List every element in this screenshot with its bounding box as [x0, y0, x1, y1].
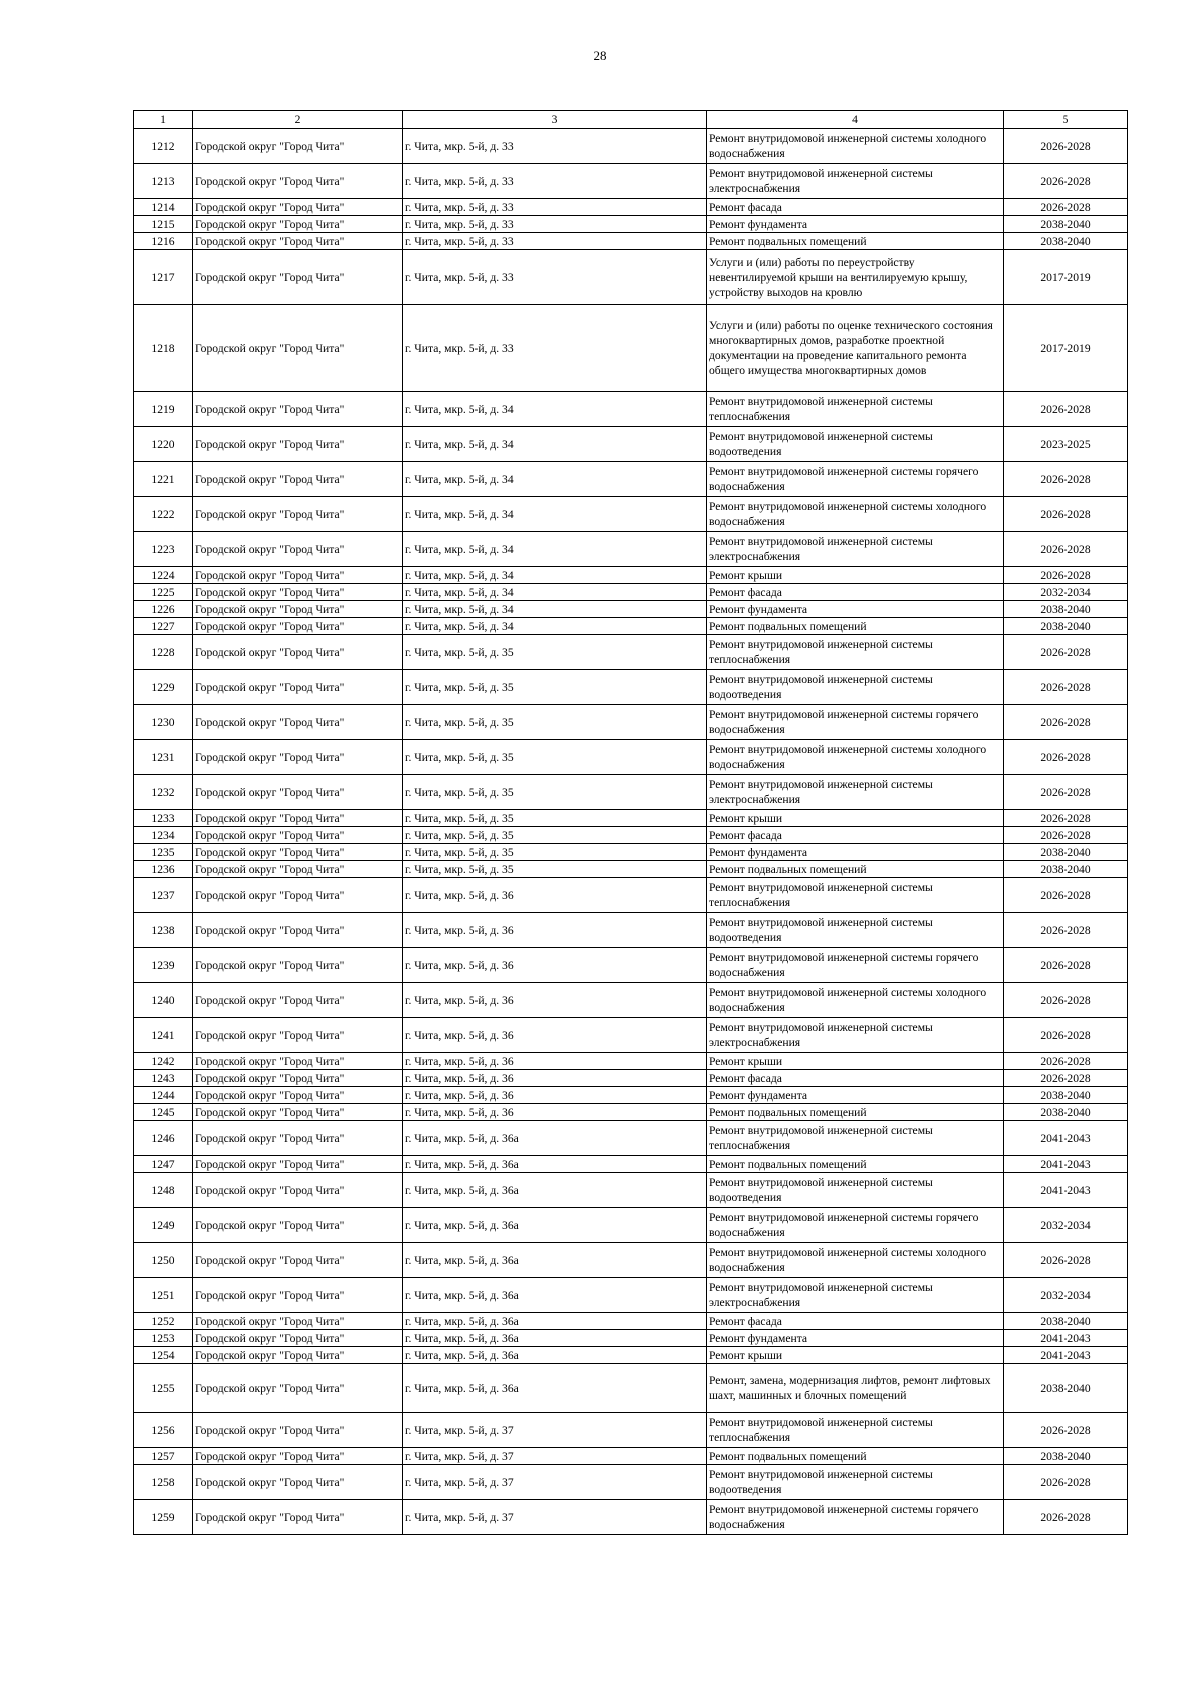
- period-cell: 2026-2028: [1004, 1500, 1128, 1535]
- table-row: [134, 1448, 1128, 1465]
- table-row: [134, 618, 1128, 635]
- work-type-cell: Ремонт внутридомовой инженерной системы холодного водоснабжения: [707, 497, 1004, 532]
- column-header: 3: [403, 111, 707, 129]
- table-row: [134, 1278, 1128, 1313]
- period-cell: 2038-2040: [1004, 1448, 1128, 1465]
- address-cell: г. Чита, мкр. 5-й, д. 36а: [403, 1156, 707, 1173]
- table-row: [134, 567, 1128, 584]
- municipality-cell: Городской округ "Город Чита": [193, 601, 403, 618]
- municipality-cell: Городской округ "Город Чита": [193, 827, 403, 844]
- municipality-cell: Городской округ "Город Чита": [193, 740, 403, 775]
- address-cell: г. Чита, мкр. 5-й, д. 34: [403, 584, 707, 601]
- municipality-cell: Городской округ "Город Чита": [193, 1070, 403, 1087]
- address-cell: г. Чита, мкр. 5-й, д. 35: [403, 810, 707, 827]
- municipality-cell: Городской округ "Город Чита": [193, 1500, 403, 1535]
- table-row: [134, 584, 1128, 601]
- work-type-cell: Ремонт фундамента: [707, 216, 1004, 233]
- work-type-cell: Ремонт внутридомовой инженерной системы теплоснабжения: [707, 878, 1004, 913]
- address-cell: г. Чита, мкр. 5-й, д. 36а: [403, 1313, 707, 1330]
- work-type-cell: Ремонт внутридомовой инженерной системы водоотведения: [707, 427, 1004, 462]
- period-cell: 2026-2028: [1004, 705, 1128, 740]
- municipality-cell: Городской округ "Город Чита": [193, 1347, 403, 1364]
- municipality-cell: Городской округ "Город Чита": [193, 216, 403, 233]
- address-cell: г. Чита, мкр. 5-й, д. 35: [403, 775, 707, 810]
- address-cell: г. Чита, мкр. 5-й, д. 33: [403, 233, 707, 250]
- municipality-cell: Городской округ "Город Чита": [193, 705, 403, 740]
- row-number-cell: 1227: [134, 618, 193, 635]
- period-cell: 2026-2028: [1004, 775, 1128, 810]
- work-type-cell: Ремонт внутридомовой инженерной системы теплоснабжения: [707, 392, 1004, 427]
- period-cell: 2038-2040: [1004, 618, 1128, 635]
- row-number-cell: 1240: [134, 983, 193, 1018]
- row-number-cell: 1218: [134, 305, 193, 392]
- work-type-cell: Ремонт внутридомовой инженерной системы электроснабжения: [707, 775, 1004, 810]
- period-cell: 2026-2028: [1004, 567, 1128, 584]
- period-cell: 2026-2028: [1004, 1243, 1128, 1278]
- municipality-cell: Городской округ "Город Чита": [193, 462, 403, 497]
- address-cell: г. Чита, мкр. 5-й, д. 37: [403, 1413, 707, 1448]
- table-row: [134, 462, 1128, 497]
- work-type-cell: Ремонт подвальных помещений: [707, 233, 1004, 250]
- period-cell: 2026-2028: [1004, 827, 1128, 844]
- municipality-cell: Городской округ "Город Чита": [193, 670, 403, 705]
- work-type-cell: Ремонт внутридомовой инженерной системы холодного водоснабжения: [707, 983, 1004, 1018]
- municipality-cell: Городской округ "Город Чита": [193, 1173, 403, 1208]
- municipality-cell: Городской округ "Город Чита": [193, 618, 403, 635]
- period-cell: 2041-2043: [1004, 1173, 1128, 1208]
- address-cell: г. Чита, мкр. 5-й, д. 34: [403, 601, 707, 618]
- row-number-cell: 1253: [134, 1330, 193, 1347]
- table-row: [134, 635, 1128, 670]
- work-type-cell: Ремонт фундамента: [707, 1330, 1004, 1347]
- period-cell: 2026-2028: [1004, 810, 1128, 827]
- municipality-cell: Городской округ "Город Чита": [193, 1087, 403, 1104]
- row-number-cell: 1217: [134, 250, 193, 305]
- municipality-cell: Городской округ "Город Чита": [193, 305, 403, 392]
- address-cell: г. Чита, мкр. 5-й, д. 33: [403, 305, 707, 392]
- row-number-cell: 1248: [134, 1173, 193, 1208]
- row-number-cell: 1258: [134, 1465, 193, 1500]
- municipality-cell: Городской округ "Город Чита": [193, 1121, 403, 1156]
- table-row: [134, 233, 1128, 250]
- address-cell: г. Чита, мкр. 5-й, д. 34: [403, 462, 707, 497]
- municipality-cell: Городской округ "Город Чита": [193, 233, 403, 250]
- work-type-cell: Ремонт подвальных помещений: [707, 861, 1004, 878]
- row-number-cell: 1243: [134, 1070, 193, 1087]
- row-number-cell: 1233: [134, 810, 193, 827]
- row-number-cell: 1255: [134, 1364, 193, 1413]
- municipality-cell: Городской округ "Город Чита": [193, 844, 403, 861]
- address-cell: г. Чита, мкр. 5-й, д. 34: [403, 567, 707, 584]
- work-type-cell: Ремонт внутридомовой инженерной системы водоотведения: [707, 913, 1004, 948]
- row-number-cell: 1244: [134, 1087, 193, 1104]
- address-cell: г. Чита, мкр. 5-й, д. 34: [403, 427, 707, 462]
- work-type-cell: Услуги и (или) работы по переустройству невентилируемой крыши на вентилируемую крышу, устройству выходов на кровлю: [707, 250, 1004, 305]
- table-row: [134, 199, 1128, 216]
- table-row: [134, 861, 1128, 878]
- address-cell: г. Чита, мкр. 5-й, д. 36: [403, 983, 707, 1018]
- work-type-cell: Ремонт внутридомовой инженерной системы водоотведения: [707, 1173, 1004, 1208]
- table-body: [134, 129, 1128, 1535]
- address-cell: г. Чита, мкр. 5-й, д. 34: [403, 392, 707, 427]
- table-row: [134, 129, 1128, 164]
- row-number-cell: 1241: [134, 1018, 193, 1053]
- municipality-cell: Городской округ "Город Чита": [193, 878, 403, 913]
- municipality-cell: Городской округ "Город Чита": [193, 913, 403, 948]
- table-row: [134, 948, 1128, 983]
- work-type-cell: Ремонт внутридомовой инженерной системы водоотведения: [707, 1465, 1004, 1500]
- work-type-cell: Ремонт крыши: [707, 810, 1004, 827]
- period-cell: 2026-2028: [1004, 129, 1128, 164]
- work-type-cell: Ремонт подвальных помещений: [707, 1104, 1004, 1121]
- work-type-cell: Ремонт внутридомовой инженерной системы теплоснабжения: [707, 1121, 1004, 1156]
- row-number-cell: 1234: [134, 827, 193, 844]
- municipality-cell: Городской округ "Город Чита": [193, 199, 403, 216]
- address-cell: г. Чита, мкр. 5-й, д. 33: [403, 216, 707, 233]
- row-number-cell: 1250: [134, 1243, 193, 1278]
- row-number-cell: 1221: [134, 462, 193, 497]
- period-cell: 2026-2028: [1004, 497, 1128, 532]
- address-cell: г. Чита, мкр. 5-й, д. 33: [403, 129, 707, 164]
- period-cell: 2026-2028: [1004, 670, 1128, 705]
- work-type-cell: Ремонт подвальных помещений: [707, 1448, 1004, 1465]
- table-row: [134, 775, 1128, 810]
- work-type-cell: Ремонт крыши: [707, 567, 1004, 584]
- table-row: [134, 164, 1128, 199]
- period-cell: 2038-2040: [1004, 233, 1128, 250]
- municipality-cell: Городской округ "Город Чита": [193, 1243, 403, 1278]
- row-number-cell: 1247: [134, 1156, 193, 1173]
- address-cell: г. Чита, мкр. 5-й, д. 36а: [403, 1347, 707, 1364]
- column-header: 2: [193, 111, 403, 129]
- column-header: 5: [1004, 111, 1128, 129]
- municipality-cell: Городской округ "Город Чита": [193, 1278, 403, 1313]
- period-cell: 2026-2028: [1004, 1465, 1128, 1500]
- table-row: [134, 827, 1128, 844]
- address-cell: г. Чита, мкр. 5-й, д. 36а: [403, 1364, 707, 1413]
- work-type-cell: Ремонт внутридомовой инженерной системы электроснабжения: [707, 532, 1004, 567]
- table-row: [134, 1243, 1128, 1278]
- table-row: [134, 1121, 1128, 1156]
- municipality-cell: Городской округ "Город Чита": [193, 1330, 403, 1347]
- period-cell: 2026-2028: [1004, 878, 1128, 913]
- address-cell: г. Чита, мкр. 5-й, д. 37: [403, 1500, 707, 1535]
- table-row: [134, 740, 1128, 775]
- address-cell: г. Чита, мкр. 5-й, д. 36а: [403, 1121, 707, 1156]
- period-cell: 2038-2040: [1004, 1364, 1128, 1413]
- period-cell: 2026-2028: [1004, 948, 1128, 983]
- address-cell: г. Чита, мкр. 5-й, д. 36а: [403, 1278, 707, 1313]
- row-number-cell: 1214: [134, 199, 193, 216]
- period-cell: 2038-2040: [1004, 861, 1128, 878]
- work-type-cell: Ремонт подвальных помещений: [707, 1156, 1004, 1173]
- municipality-cell: Городской округ "Город Чита": [193, 948, 403, 983]
- table-row: [134, 1208, 1128, 1243]
- municipality-cell: Городской округ "Город Чита": [193, 1413, 403, 1448]
- address-cell: г. Чита, мкр. 5-й, д. 36а: [403, 1243, 707, 1278]
- work-type-cell: Ремонт внутридомовой инженерной системы теплоснабжения: [707, 635, 1004, 670]
- municipality-cell: Городской округ "Город Чита": [193, 1364, 403, 1413]
- table-row: [134, 1330, 1128, 1347]
- capital-repair-table: [133, 110, 1128, 1535]
- address-cell: г. Чита, мкр. 5-й, д. 34: [403, 532, 707, 567]
- row-number-cell: 1236: [134, 861, 193, 878]
- period-cell: 2032-2034: [1004, 1208, 1128, 1243]
- period-cell: 2017-2019: [1004, 250, 1128, 305]
- address-cell: г. Чита, мкр. 5-й, д. 36: [403, 1087, 707, 1104]
- table-row: [134, 1413, 1128, 1448]
- row-number-cell: 1226: [134, 601, 193, 618]
- row-number-cell: 1259: [134, 1500, 193, 1535]
- municipality-cell: Городской округ "Город Чита": [193, 1465, 403, 1500]
- municipality-cell: Городской округ "Город Чита": [193, 1104, 403, 1121]
- period-cell: 2026-2028: [1004, 1018, 1128, 1053]
- table-row: [134, 392, 1128, 427]
- address-cell: г. Чита, мкр. 5-й, д. 36: [403, 1104, 707, 1121]
- period-cell: 2038-2040: [1004, 601, 1128, 618]
- table-row: [134, 216, 1128, 233]
- municipality-cell: Городской округ "Город Чита": [193, 427, 403, 462]
- table-row: [134, 1104, 1128, 1121]
- work-type-cell: Ремонт фасада: [707, 1070, 1004, 1087]
- address-cell: г. Чита, мкр. 5-й, д. 33: [403, 199, 707, 216]
- municipality-cell: Городской округ "Город Чита": [193, 250, 403, 305]
- table-row: [134, 497, 1128, 532]
- address-cell: г. Чита, мкр. 5-й, д. 35: [403, 635, 707, 670]
- column-header: 1: [134, 111, 193, 129]
- address-cell: г. Чита, мкр. 5-й, д. 36: [403, 1070, 707, 1087]
- row-number-cell: 1242: [134, 1053, 193, 1070]
- period-cell: 2041-2043: [1004, 1121, 1128, 1156]
- municipality-cell: Городской округ "Город Чита": [193, 1018, 403, 1053]
- table-row: [134, 601, 1128, 618]
- row-number-cell: 1257: [134, 1448, 193, 1465]
- work-type-cell: Ремонт внутридомовой инженерной системы водоотведения: [707, 670, 1004, 705]
- municipality-cell: Городской округ "Город Чита": [193, 1156, 403, 1173]
- period-cell: 2032-2034: [1004, 1278, 1128, 1313]
- work-type-cell: Ремонт внутридомовой инженерной системы теплоснабжения: [707, 1413, 1004, 1448]
- row-number-cell: 1222: [134, 497, 193, 532]
- work-type-cell: Ремонт внутридомовой инженерной системы холодного водоснабжения: [707, 129, 1004, 164]
- address-cell: г. Чита, мкр. 5-й, д. 33: [403, 164, 707, 199]
- address-cell: г. Чита, мкр. 5-й, д. 34: [403, 618, 707, 635]
- row-number-cell: 1230: [134, 705, 193, 740]
- row-number-cell: 1212: [134, 129, 193, 164]
- period-cell: 2026-2028: [1004, 164, 1128, 199]
- period-cell: 2026-2028: [1004, 983, 1128, 1018]
- table-row: [134, 913, 1128, 948]
- row-number-cell: 1249: [134, 1208, 193, 1243]
- table-row: [134, 1465, 1128, 1500]
- work-type-cell: Ремонт внутридомовой инженерной системы горячего водоснабжения: [707, 462, 1004, 497]
- row-number-cell: 1251: [134, 1278, 193, 1313]
- period-cell: 2038-2040: [1004, 216, 1128, 233]
- work-type-cell: Ремонт фасада: [707, 1313, 1004, 1330]
- address-cell: г. Чита, мкр. 5-й, д. 35: [403, 861, 707, 878]
- municipality-cell: Городской округ "Город Чита": [193, 1053, 403, 1070]
- row-number-cell: 1215: [134, 216, 193, 233]
- period-cell: 2038-2040: [1004, 844, 1128, 861]
- period-cell: 2026-2028: [1004, 1053, 1128, 1070]
- address-cell: г. Чита, мкр. 5-й, д. 36: [403, 948, 707, 983]
- period-cell: 2026-2028: [1004, 740, 1128, 775]
- address-cell: г. Чита, мкр. 5-й, д. 33: [403, 250, 707, 305]
- row-number-cell: 1213: [134, 164, 193, 199]
- period-cell: 2026-2028: [1004, 1070, 1128, 1087]
- row-number-cell: 1232: [134, 775, 193, 810]
- page-number: 28: [593, 48, 607, 63]
- municipality-cell: Городской округ "Город Чита": [193, 497, 403, 532]
- address-cell: г. Чита, мкр. 5-й, д. 34: [403, 497, 707, 532]
- row-number-cell: 1220: [134, 427, 193, 462]
- work-type-cell: Ремонт внутридомовой инженерной системы горячего водоснабжения: [707, 948, 1004, 983]
- work-type-cell: Ремонт внутридомовой инженерной системы горячего водоснабжения: [707, 1208, 1004, 1243]
- table-row: [134, 427, 1128, 462]
- work-type-cell: Ремонт внутридомовой инженерной системы электроснабжения: [707, 164, 1004, 199]
- period-cell: 2038-2040: [1004, 1313, 1128, 1330]
- row-number-cell: 1223: [134, 532, 193, 567]
- municipality-cell: Городской округ "Город Чита": [193, 1448, 403, 1465]
- address-cell: г. Чита, мкр. 5-й, д. 35: [403, 705, 707, 740]
- address-cell: г. Чита, мкр. 5-й, д. 36а: [403, 1330, 707, 1347]
- table-row: [134, 1087, 1128, 1104]
- period-cell: 2026-2028: [1004, 392, 1128, 427]
- address-cell: г. Чита, мкр. 5-й, д. 35: [403, 827, 707, 844]
- period-cell: 2041-2043: [1004, 1330, 1128, 1347]
- address-cell: г. Чита, мкр. 5-й, д. 35: [403, 844, 707, 861]
- period-cell: 2026-2028: [1004, 635, 1128, 670]
- address-cell: г. Чита, мкр. 5-й, д. 37: [403, 1465, 707, 1500]
- table-row: [134, 705, 1128, 740]
- table-row: [134, 1070, 1128, 1087]
- work-type-cell: Ремонт подвальных помещений: [707, 618, 1004, 635]
- table-row: [134, 810, 1128, 827]
- row-number-cell: 1254: [134, 1347, 193, 1364]
- address-cell: г. Чита, мкр. 5-й, д. 36: [403, 1018, 707, 1053]
- address-cell: г. Чита, мкр. 5-й, д. 36: [403, 1053, 707, 1070]
- period-cell: 2017-2019: [1004, 305, 1128, 392]
- address-cell: г. Чита, мкр. 5-й, д. 37: [403, 1448, 707, 1465]
- period-cell: 2026-2028: [1004, 199, 1128, 216]
- row-number-cell: 1237: [134, 878, 193, 913]
- period-cell: 2041-2043: [1004, 1347, 1128, 1364]
- work-type-cell: Ремонт фундамента: [707, 601, 1004, 618]
- work-type-cell: Ремонт фасада: [707, 827, 1004, 844]
- table-row: [134, 1364, 1128, 1413]
- period-cell: 2026-2028: [1004, 532, 1128, 567]
- table-row: [134, 1018, 1128, 1053]
- row-number-cell: 1225: [134, 584, 193, 601]
- period-cell: 2026-2028: [1004, 913, 1128, 948]
- row-number-cell: 1246: [134, 1121, 193, 1156]
- table-row: [134, 1347, 1128, 1364]
- work-type-cell: Услуги и (или) работы по оценке технического состояния многоквартирных домов, разработке проектной документации на проведение капитального ремонта общего имущества многоквартирных домов: [707, 305, 1004, 392]
- period-cell: 2026-2028: [1004, 1413, 1128, 1448]
- column-header: 4: [707, 111, 1004, 129]
- table-row: [134, 670, 1128, 705]
- row-number-cell: 1238: [134, 913, 193, 948]
- municipality-cell: Городской округ "Город Чита": [193, 164, 403, 199]
- municipality-cell: Городской округ "Город Чита": [193, 983, 403, 1018]
- table-row: [134, 1173, 1128, 1208]
- address-cell: г. Чита, мкр. 5-й, д. 36а: [403, 1208, 707, 1243]
- municipality-cell: Городской округ "Город Чита": [193, 1208, 403, 1243]
- address-cell: г. Чита, мкр. 5-й, д. 35: [403, 740, 707, 775]
- row-number-cell: 1252: [134, 1313, 193, 1330]
- work-type-cell: Ремонт фасада: [707, 199, 1004, 216]
- address-cell: г. Чита, мкр. 5-й, д. 36: [403, 913, 707, 948]
- period-cell: 2032-2034: [1004, 584, 1128, 601]
- work-type-cell: Ремонт внутридомовой инженерной системы горячего водоснабжения: [707, 705, 1004, 740]
- work-type-cell: Ремонт фундамента: [707, 844, 1004, 861]
- row-number-cell: 1256: [134, 1413, 193, 1448]
- table-row: [134, 305, 1128, 392]
- work-type-cell: Ремонт крыши: [707, 1053, 1004, 1070]
- period-cell: 2041-2043: [1004, 1156, 1128, 1173]
- row-number-cell: 1235: [134, 844, 193, 861]
- municipality-cell: Городской округ "Город Чита": [193, 584, 403, 601]
- table-row: [134, 532, 1128, 567]
- table-row: [134, 250, 1128, 305]
- municipality-cell: Городской округ "Город Чита": [193, 635, 403, 670]
- period-cell: 2026-2028: [1004, 462, 1128, 497]
- table-row: [134, 878, 1128, 913]
- period-cell: 2038-2040: [1004, 1104, 1128, 1121]
- municipality-cell: Городской округ "Город Чита": [193, 810, 403, 827]
- row-number-cell: 1228: [134, 635, 193, 670]
- table-row: [134, 1156, 1128, 1173]
- municipality-cell: Городской округ "Город Чита": [193, 567, 403, 584]
- row-number-cell: 1219: [134, 392, 193, 427]
- municipality-cell: Городской округ "Город Чита": [193, 392, 403, 427]
- table-row: [134, 983, 1128, 1018]
- table-row: [134, 1053, 1128, 1070]
- work-type-cell: Ремонт внутридомовой инженерной системы электроснабжения: [707, 1278, 1004, 1313]
- work-type-cell: Ремонт фундамента: [707, 1087, 1004, 1104]
- period-cell: 2023-2025: [1004, 427, 1128, 462]
- row-number-cell: 1231: [134, 740, 193, 775]
- municipality-cell: Городской округ "Город Чита": [193, 129, 403, 164]
- address-cell: г. Чита, мкр. 5-й, д. 36: [403, 878, 707, 913]
- row-number-cell: 1224: [134, 567, 193, 584]
- address-cell: г. Чита, мкр. 5-й, д. 36а: [403, 1173, 707, 1208]
- period-cell: 2038-2040: [1004, 1087, 1128, 1104]
- work-type-cell: Ремонт внутридомовой инженерной системы холодного водоснабжения: [707, 740, 1004, 775]
- work-type-cell: Ремонт крыши: [707, 1347, 1004, 1364]
- municipality-cell: Городской округ "Город Чита": [193, 532, 403, 567]
- table-row: [134, 1313, 1128, 1330]
- work-type-cell: Ремонт внутридомовой инженерной системы холодного водоснабжения: [707, 1243, 1004, 1278]
- work-type-cell: Ремонт, замена, модернизация лифтов, ремонт лифтовых шахт, машинных и блочных помещений: [707, 1364, 1004, 1413]
- municipality-cell: Городской округ "Город Чита": [193, 861, 403, 878]
- work-type-cell: Ремонт внутридомовой инженерной системы электроснабжения: [707, 1018, 1004, 1053]
- work-type-cell: Ремонт внутридомовой инженерной системы горячего водоснабжения: [707, 1500, 1004, 1535]
- table-row: [134, 1500, 1128, 1535]
- row-number-cell: 1229: [134, 670, 193, 705]
- row-number-cell: 1239: [134, 948, 193, 983]
- column-number-row: [134, 111, 1128, 129]
- work-type-cell: Ремонт фасада: [707, 584, 1004, 601]
- municipality-cell: Городской округ "Город Чита": [193, 1313, 403, 1330]
- table-row: [134, 844, 1128, 861]
- address-cell: г. Чита, мкр. 5-й, д. 35: [403, 670, 707, 705]
- row-number-cell: 1216: [134, 233, 193, 250]
- row-number-cell: 1245: [134, 1104, 193, 1121]
- municipality-cell: Городской округ "Город Чита": [193, 775, 403, 810]
